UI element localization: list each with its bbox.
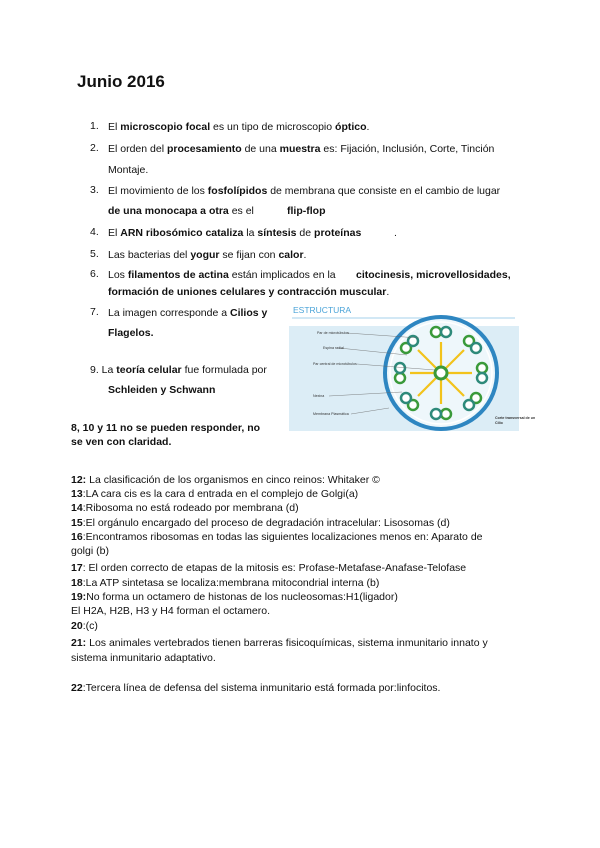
item-1: El microscopio focal es un tipo de microscopio óptico.: [108, 121, 370, 133]
item-number: 7.: [90, 306, 99, 318]
question-16-cont: golgi (b): [71, 545, 109, 557]
item-number: 3.: [90, 184, 99, 196]
cilium-cross-section-diagram: [289, 300, 536, 431]
question-14: 14:Ribosoma no está rodeado por membrana (d): [71, 502, 299, 514]
item-number: 6.: [90, 268, 99, 280]
page-title: Junio 2016: [77, 72, 165, 91]
item-3-answer: flip-flop: [287, 205, 326, 217]
item-3-cont: de una monocapa a otra es el: [108, 205, 254, 217]
caption-line-2: Cilio: [495, 421, 503, 425]
question-16: 16:Encontramos ribosomas en todas las siguientes localizaciones menos en: Aparato de: [71, 531, 483, 543]
question-18: 18:La ATP sintetasa se localiza:membrana mitocondrial interna (b): [71, 577, 380, 589]
item-6: Los filamentos de actina están implicados en la: [108, 269, 336, 281]
question-17: 17: El orden correcto de etapas de la mitosis es: Profase-Metafase-Anafase-Telofase: [71, 562, 467, 574]
caption-line-1: Corte transversal de un: [495, 416, 536, 420]
label-nexina: Nexina: [313, 394, 325, 398]
item-2-cont: Montaje.: [108, 164, 149, 176]
item-number: 2.: [90, 142, 99, 154]
note-line-2: se ven con claridad.: [71, 436, 172, 448]
item-4: El ARN ribosómico cataliza la síntesis de proteínas: [108, 227, 362, 239]
item-4-period: .: [394, 227, 397, 239]
question-19: 19:No forma un octamero de histonas de los nucleosomas:H1(ligador): [71, 591, 398, 603]
note-line-1: 8, 10 y 11 no se pueden responder, no: [71, 422, 261, 434]
item-number: 1.: [90, 120, 99, 132]
question-22: 22:Tercera línea de defensa del sistema inmunitario está formada por:linfocitos.: [71, 682, 441, 694]
item-5: Las bacterias del yogur se fijan con calor.: [108, 249, 307, 261]
question-21-cont: sistema inmunitario adaptativo.: [71, 652, 216, 664]
question-20: 20:(c): [71, 620, 98, 632]
item-number: 4.: [90, 226, 99, 238]
question-15: 15:El orgánulo encargado del proceso de degradación intracelular: Lisosomas (d): [71, 517, 450, 529]
label-par-central: Par central de microtúbulos: [313, 362, 357, 366]
question-13: 13:LA cara cis es la cara d entrada en el complejo de Golgi(a): [71, 488, 359, 500]
item-9: 9. La teoría celular fue formulada por: [90, 364, 267, 376]
label-par-microtubulos: Par de microtúbulos: [317, 331, 349, 335]
item-6-cont: formación de uniones celulares y contracción muscular.: [108, 286, 390, 298]
item-3: El movimiento de los fosfolípidos de membrana que consiste en el cambio de lugar: [108, 185, 501, 197]
question-21: 21: Los animales vertebrados tienen barreras fisicoquímicas, sistema inmunitario innato y: [71, 637, 488, 649]
item-2: El orden del procesamiento de una muestra es: Fijación, Inclusión, Corte, Tinción: [108, 143, 495, 155]
central-pair-icon: [435, 367, 447, 379]
item-number: 5.: [90, 248, 99, 260]
label-espina-radial: Espina radial: [323, 346, 344, 350]
label-membrana: Membrana Plasmática: [313, 412, 349, 416]
diagram-heading: ESTRUCTURA: [293, 305, 352, 315]
item-6-answer: citocinesis, microvellosidades,: [356, 269, 511, 281]
item-9-answer: Schleiden y Schwann: [108, 384, 216, 396]
item-7: La imagen corresponde a Cilios y: [108, 307, 268, 319]
item-7-cont: Flagelos.: [108, 327, 154, 339]
question-19-cont: El H2A, H2B, H3 y H4 forman el octamero.: [71, 605, 270, 617]
question-12: 12: La clasificación de los organismos en cinco reinos: Whitaker ©: [71, 474, 380, 486]
